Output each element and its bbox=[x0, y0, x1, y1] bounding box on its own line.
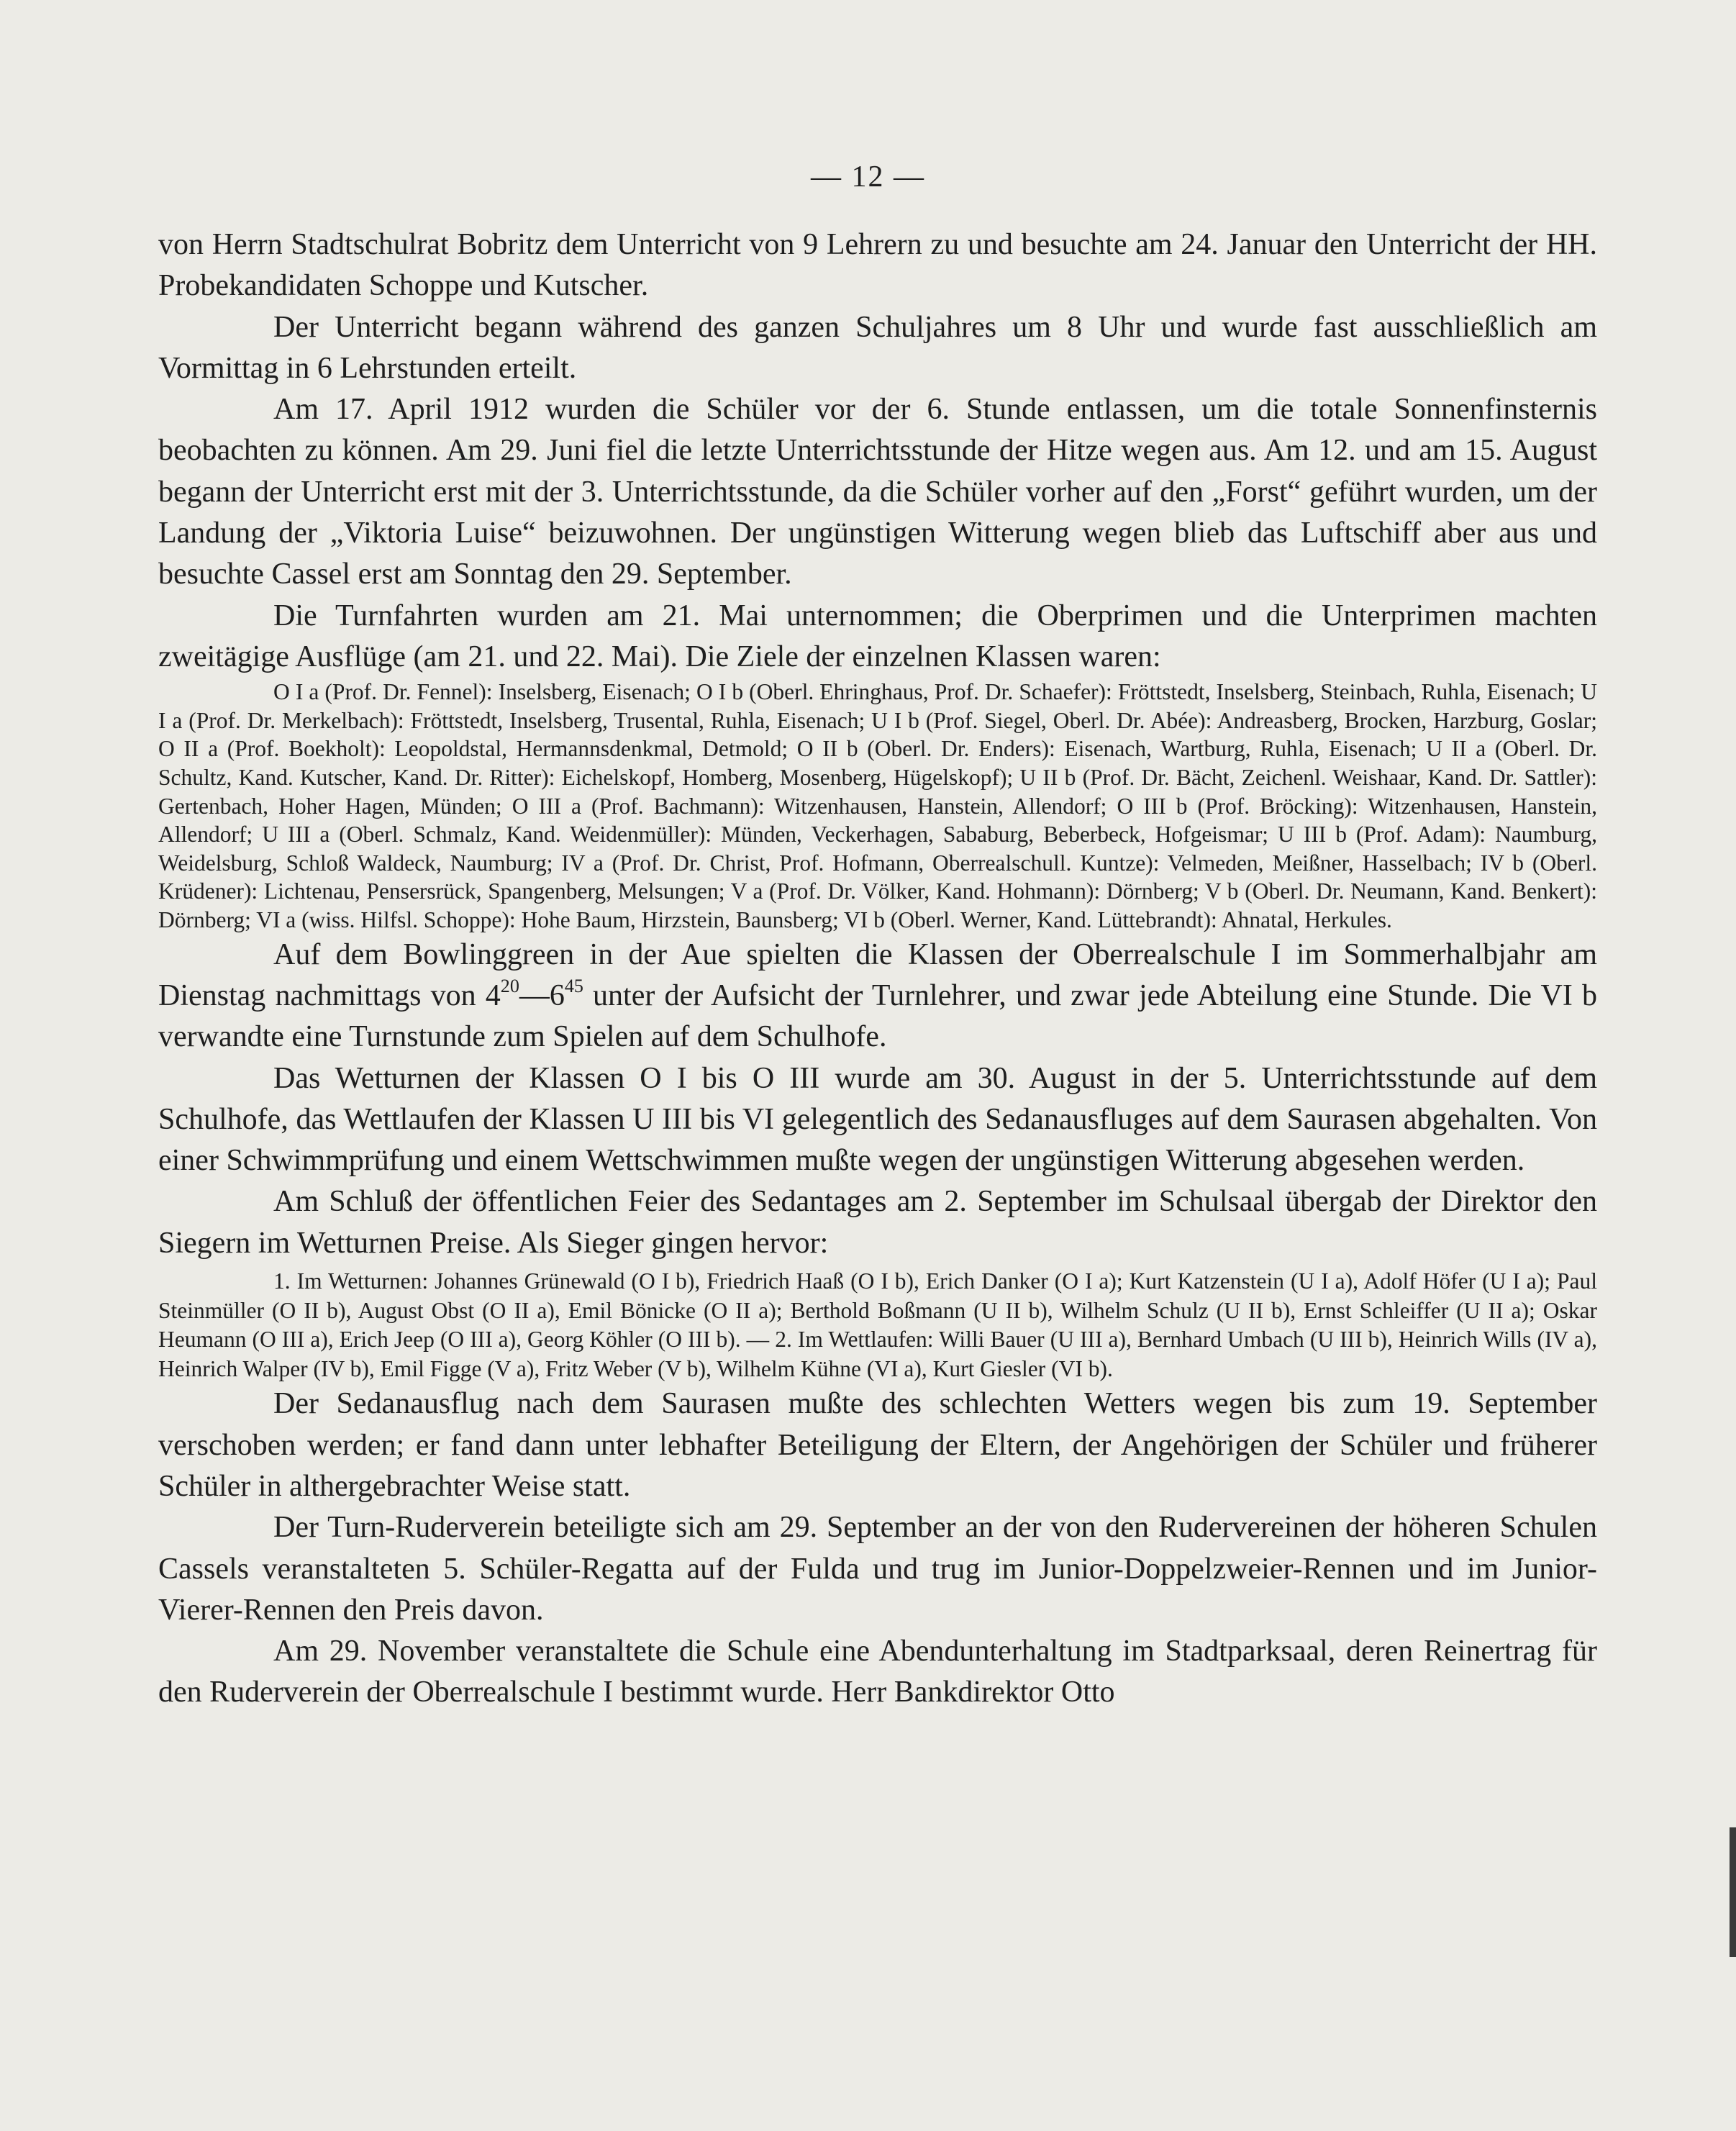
paragraph-wetturnen: Das Wetturnen der Klassen O I bis O III wurde am 30. August in der 5. Unterrichtsstunde auf dem Schulhofe, das Wettlaufen der Klassen U III bis VI gelegentlich des Sedanausfluges auf dem Saurasen abgehalten. Von einer Schwimmprüfung und einem Wettschwimmen mußte wegen der ungünstigen Witterung abgesehen werden. bbox=[158, 1061, 1597, 1178]
paragraph-school-hours: Der Unterricht begann während des ganzen Schuljahres um 8 Uhr und wurde fast ausschließlich am Vormittag in 6 Lehrstunden erteilt. bbox=[158, 310, 1597, 385]
document-body bbox=[158, 224, 1597, 1714]
paragraph-abendunterhaltung: Am 29. November veranstaltete die Schule eine Abendunterhaltung im Stadtparksaal, deren Reinertrag für den Ruderverein der Oberrealschule I bestimmt wurde. Herr Bankdirektor Otto bbox=[158, 1635, 1597, 1709]
winners-list: 1. Im Wetturnen: Johannes Grünewald (O I b), Friedrich Haaß (O I b), Erich Danker (O I a); Kurt Katzenstein (U I a), Adolf Höfer (U I a); Paul Steinmüller (O II b), August Obst (O II a), Emil Bönicke (O II a); Berthold Boßmann (U II b), Wilhelm Schulz (U II b), Ernst Schleiffer (U II a); Oskar Heumann (O III a), Erich Jeep (O III a), Georg Köhler (O III b). — 2. Im Wettlaufen: Willi Bauer (U III a), Bernhard Umbach (U III b), Heinrich Wills (IV a), Heinrich Walper (IV b), Emil Figge (V a), Fritz Weber (V b), Wilhelm Kühne (VI a), Kurt Giesler (VI b). bbox=[158, 1268, 1597, 1381]
scan-edge-mark bbox=[1730, 1827, 1736, 1957]
excursion-destinations-list: O I a (Prof. Dr. Fennel): Inselsberg, Eisenach; O I b (Oberl. Ehringhaus, Prof. Dr. Schaefer): Fröttstedt, Inselsberg, Steinbach, Ruhla, Eisenach; U I a (Prof. Dr. Merkelbach): Fröttstedt, Inselsberg, Trusental, Ruhla, Eisenach; U I b (Prof. Siegel, Oberl. Dr. Abée): Andreasberg, Brocken, Harzburg, Goslar; O II a (Prof. Boekholt): Leopoldstal, Hermannsdenkmal, Detmold; O II b (Oberl. Dr. Enders): Eisenach, Wartburg, Ruhla, Eisenach; U II a (Oberl. Dr. Schultz, Kand. Kutscher, Kand. Dr. Ritter): Eichelskopf, Homberg, Mosenberg, Hügelskopf); U II b (Prof. Dr. Bächt, Zeichenl. Weishaar, Kand. Dr. Sattler): Gertenbach, Hoher Hagen, Münden; O III a (Prof. Bachmann): Witzenhausen, Hanstein, Allendorf; O III b (Prof. Bröcking): Witzenhausen, Hanstein, Allendorf; U III a (Oberl. Schmalz, Kand. Weidenmüller): Münden, Veckerhagen, Sababurg, Beberbeck, Hofgeismar; U III b (Prof. Adam): Naumburg, Weidelsburg, Schloß Waldeck, Naumburg; IV a (Prof. Dr. Christ, Prof. Hofmann, Oberrealschull. Kuntze): Velmeden, Meißner, Hasselbach; IV b (Oberl. Krüdener): Lichtenau, Pensersrück, Spangenberg, Melsungen; V a (Prof. Dr. Völker, Kand. Hohmann): Dörnberg; V b (Oberl. Dr. Neumann, Kand. Benkert): Dörnberg; VI a (wiss. Hilfsl. Schoppe): Hohe Baum, Hirzstein, Baunsberg; VI b (Oberl. Werner, Kand. Lüttebrandt): Ahnatal, Herkules. bbox=[158, 679, 1597, 933]
time-dash: —6 bbox=[519, 978, 565, 1012]
paragraph-regatta: Der Turn-Ruderverein beteiligte sich am 29. September an der von den Rudervereinen der höheren Schulen Cassels veranstalteten 5. Schüler-Regatta auf der Fulda und trug im Junior-Doppelzweier-Rennen und im Junior-Vierer-Rennen den Preis davon. bbox=[158, 1511, 1597, 1627]
paragraph-turnfahrten: Die Turnfahrten wurden am 21. Mai unternommen; die Oberprimen und die Unterprimen machten zweitägige Ausflüge (am 21. und 22. Mai). Die Ziele der einzelnen Klassen waren: bbox=[158, 599, 1597, 673]
bowlinggreen-text-start: Auf dem Bowlinggreen in der Aue spielten die Klassen der Oberrealschule I im Sommerhalbjahr am Dienstag nachmittags von 4 bbox=[158, 937, 1597, 1012]
paragraph-bowlinggreen bbox=[158, 935, 1597, 1058]
page-number: — 12 — bbox=[811, 160, 925, 194]
paragraph-schulrat-visit: von Herrn Stadtschulrat Bobritz dem Unterricht von 9 Lehrern zu und besuchte am 24. Januar den Unterricht der HH. Probekandidaten Schoppe und Kutscher. bbox=[158, 228, 1597, 303]
time-superscript-end: 45 bbox=[564, 975, 583, 996]
paragraph-sedanausflug: Der Sedanausflug nach dem Saurasen mußte des schlechten Wetters wegen bis zum 19. September verschoben werden; er fand dann unter lebhafter Beteiligung der Eltern, der Angehörigen der Schüler und früherer Schüler in althergebrachter Weise statt. bbox=[158, 1387, 1597, 1503]
paragraph-eclipse-zeppelin: Am 17. April 1912 wurden die Schüler vor der 6. Stunde entlassen, um die totale Sonnenfinsternis beobachten zu können. Am 29. Juni fiel die letzte Unterrichtsstunde der Hitze wegen aus. Am 12. und am 15. August begann der Unterricht erst mit der 3. Unterrichtsstunde, da die Schüler vorher auf den „Forst“ geführt wurden, um der Landung der „Viktoria Luise“ beizuwohnen. Der ungünstigen Witterung wegen blieb das Luftschiff aber aus und besuchte Cassel erst am Sonntag den 29. September. bbox=[158, 393, 1597, 591]
time-superscript-start: 20 bbox=[500, 975, 519, 996]
paragraph-sedantag: Am Schluß der öffentlichen Feier des Sedantages am 2. September im Schulsaal übergab der Direktor den Siegern im Wetturnen Preise. Als Sieger gingen hervor: bbox=[158, 1185, 1597, 1260]
bowlinggreen-text-end: unter der Aufsicht der Turnlehrer, und zwar jede Abteilung eine Stunde. Die VI b verwandte eine Turnstunde zum Spielen auf dem Schulhofe. bbox=[158, 978, 1597, 1054]
